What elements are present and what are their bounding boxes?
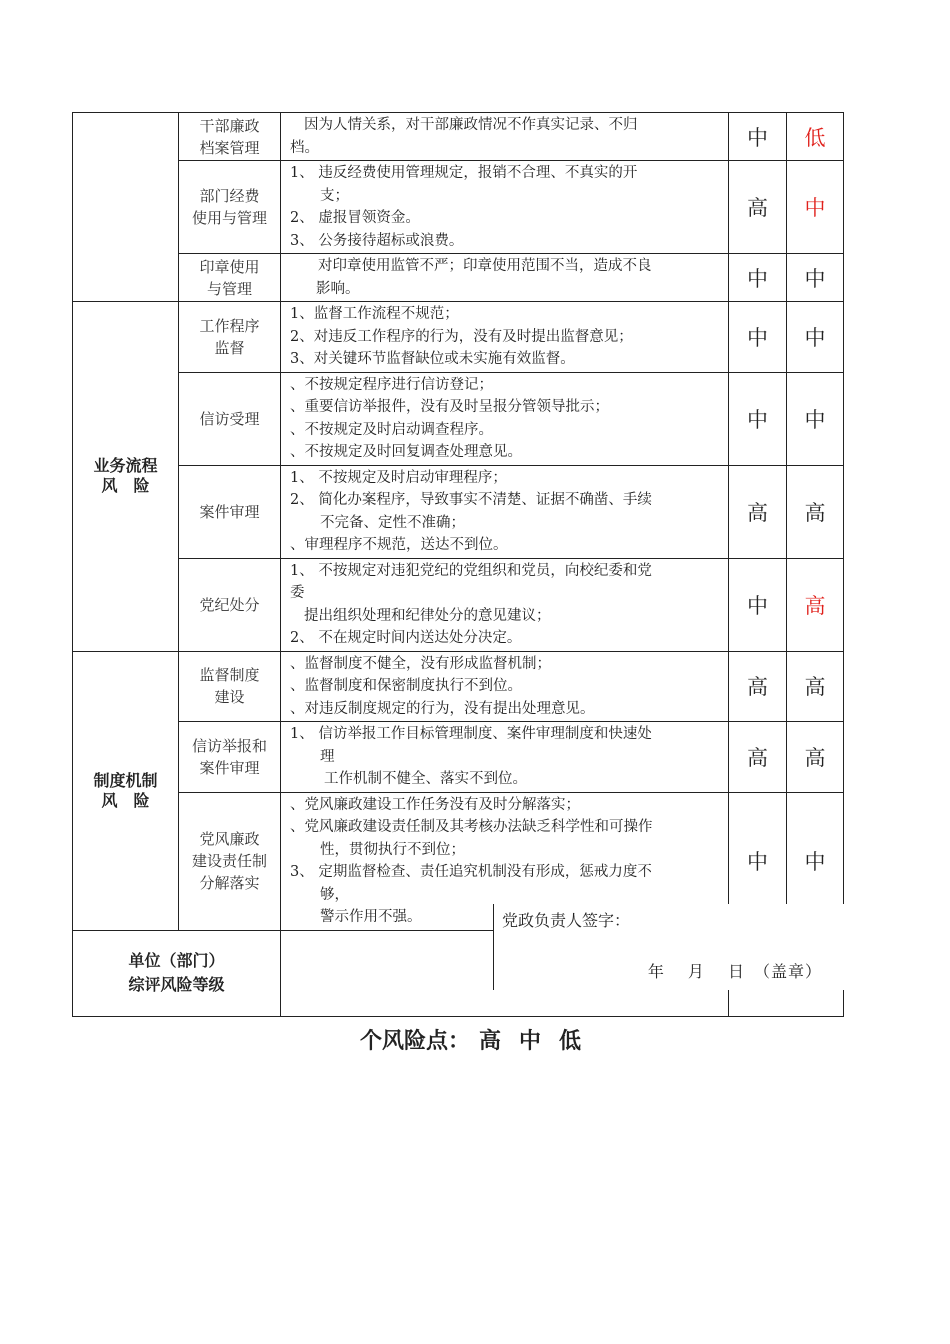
impact-level: 中 [787, 161, 844, 254]
risk-item-cell: 案件审理 [179, 465, 281, 558]
table-row [73, 302, 844, 373]
table-row [73, 722, 844, 793]
risk-item-cell: 印章使用 与管理 [179, 254, 281, 302]
impact-level: 高 [787, 651, 844, 722]
probability-level: 高 [729, 722, 787, 793]
impact-level: 低 [787, 113, 844, 161]
signature-block [493, 904, 844, 990]
risk-description: 、监督制度不健全，没有形成监督机制； 、监督制度和保密制度执行不到位。 、对违反制度规定的行为，没有提出处理意见。 [281, 651, 729, 722]
risk-description: 1、 信访举报工作目标管理制度、案件审理制度和快速处 理 工作机制不健全、落实不到位。 [281, 722, 729, 793]
table-row [73, 651, 844, 722]
risk-item-cell: 工作程序 监督 [179, 302, 281, 373]
footer-prefix: 个风险点： [359, 1029, 470, 1054]
risk-table [72, 112, 844, 1017]
table-row [73, 161, 844, 254]
overall-risk-label: 单位（部门） 综评风险等级 [73, 930, 281, 1016]
risk-description: 、党风廉政建设工作任务没有及时分解落实； 、党风廉政建设责任制及其考核办法缺乏科学性和可操作 性，贯彻执行不到位； 3、 定期监督检查、责任追究机制没有形成，惩戒力度不 够， 警示作用不强。 [281, 792, 729, 930]
probability-level: 高 [729, 465, 787, 558]
impact-level: 高 [787, 558, 844, 651]
category-institutional-mechanism: 制度机制 风 险 [73, 651, 179, 930]
table-row [73, 113, 844, 161]
risk-item-cell: 监督制度 建设 [179, 651, 281, 722]
probability-level: 高 [729, 651, 787, 722]
table-row [73, 372, 844, 465]
risk-description: 1、 不按规定及时启动审理程序； 2、 简化办案程序，导致事实不清楚、证据不确凿、手续 不完备、定性不准确； 、审理程序不规范，送达不到位。 [281, 465, 729, 558]
probability-level: 中 [729, 792, 787, 930]
table-row [73, 465, 844, 558]
risk-item-cell: 党风廉政 建设责任制 分解落实 [179, 792, 281, 930]
risk-description: 因为人情关系，对干部廉政情况不作真实记录、不归 档。 [281, 113, 729, 161]
footer-level-high: 高 [478, 1029, 501, 1054]
risk-item-cell: 部门经费 使用与管理 [179, 161, 281, 254]
impact-level: 高 [787, 465, 844, 558]
risk-description: 1、监督工作流程不规范； 2、对违反工作程序的行为，没有及时提出监督意见； 3、对关键环节监督缺位或未实施有效监督。 [281, 302, 729, 373]
impact-level: 中 [787, 254, 844, 302]
impact-level: 中 [787, 372, 844, 465]
risk-item-cell: 信访受理 [179, 372, 281, 465]
impact-level: 高 [787, 722, 844, 793]
impact-level: 中 [787, 792, 844, 930]
risk-item-cell: 党纪处分 [179, 558, 281, 651]
risk-description: 1、 不按规定对违犯党纪的党组织和党员，向校纪委和党 委 提出组织处理和纪律处分的意见建议； 2、 不在规定时间内送达处分决定。 [281, 558, 729, 651]
probability-level: 中 [729, 372, 787, 465]
table-row [73, 254, 844, 302]
category-cell-empty [73, 113, 179, 302]
risk-item-cell: 干部廉政 档案管理 [179, 113, 281, 161]
risk-description: 对印章使用监管不严；印章使用范围不当，造成不良 影响。 [281, 254, 729, 302]
probability-level: 中 [729, 558, 787, 651]
impact-level: 中 [787, 302, 844, 373]
probability-level: 中 [729, 254, 787, 302]
probability-level: 中 [729, 113, 787, 161]
signature-date: 年 月 日 （盖章） [647, 962, 822, 981]
table-row [73, 558, 844, 651]
risk-points-footer [0, 1024, 950, 1055]
risk-item-cell: 信访举报和 案件审理 [179, 722, 281, 793]
probability-level: 中 [729, 302, 787, 373]
footer-level-low: 低 [559, 1029, 582, 1054]
footer-level-medium: 中 [519, 1029, 542, 1054]
risk-description: 、不按规定程序进行信访登记； 、重要信访举报件，没有及时呈报分管领导批示； 、不按规定及时启动调查程序。 、不按规定及时回复调查处理意见。 [281, 372, 729, 465]
probability-level: 高 [729, 161, 787, 254]
signature-label: 党政负责人签字： [502, 911, 631, 930]
risk-description: 1、 违反经费使用管理规定，报销不合理、不真实的开 支； 2、 虚报冒领资金。 3、 公务接待超标或浪费。 [281, 161, 729, 254]
category-business-process: 业务流程 风 险 [73, 302, 179, 652]
